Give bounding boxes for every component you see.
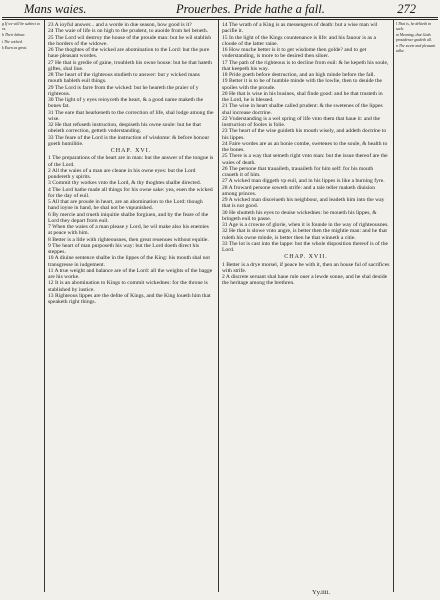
- column-rule: [393, 20, 394, 592]
- column-rule: [218, 20, 219, 592]
- column-rule: [44, 20, 45, 592]
- verse: 19 Better it is to be of humble minde with the lowlie, then to deuide the spoiles with the proude.: [222, 78, 383, 91]
- margin-note: m Meaning, that Gods prouidence guideth all.: [396, 33, 433, 42]
- verse: 28 A froward persone soweth strife: and a tale teller maketh diuision among princes.: [222, 184, 376, 197]
- verse: 17 The path of the righteous is to decline from euil: & he kepeth his soule, that keepeth his way.: [222, 59, 389, 72]
- left-margin-notes: [2, 22, 42, 582]
- verse: 10 A diuine sentence shalbe in the lippes of the King: his mouth shal not transgresse in iudgement.: [48, 255, 210, 268]
- verse: 9 The heart of man purposeth his way: but the Lord doeth direct his steppes.: [48, 242, 200, 255]
- verse: 1 The preparations of the heart are in man: but the answer of the tongue is of the Lord.: [48, 155, 214, 168]
- chapter-heading: CHAP. XVI.: [110, 148, 152, 154]
- margin-note: g If we will be subiect to vs.: [2, 22, 41, 31]
- verse: 23 The heart of the wise guideth his mouth wisely, and addeth doctrine to his lippes.: [222, 128, 387, 141]
- verse: 27 He that is gredie of gaine, troubleth his owne house: but he that hateth giftes, shal liue.: [48, 59, 212, 72]
- verse: 28 The heart of the righteous studieth to answer: but y wicked mans mouth bableth euil things.: [48, 72, 200, 85]
- verse: 4 The Lord hathe made all things for his owne sake: yea, euen the wicked for the day of euil.: [48, 186, 213, 199]
- running-head-left: Mans waies.: [24, 2, 87, 16]
- verse: 27 A wicked man diggeth vp euil, and in his lippes is like a burning fyre.: [222, 178, 385, 185]
- verse: 20 He that is wise in his busines, shal finde good: and he that trusteth in the Lord, he is blessed.: [222, 90, 383, 103]
- verse: 26 The persone that trauaileth, trauaileth for him self: for his mouth craueth it of him.: [222, 165, 374, 178]
- margin-note: l That is, he deliteth in such.: [396, 22, 432, 31]
- verse: 25 There is a way that semeth right vnto man: but the issue thereof are the waies of death.: [222, 153, 388, 166]
- verse: 21 The wise in heart shalbe called prudent: & the swetenes of the lippes shal increase doctrine.: [222, 103, 383, 116]
- header-rule-lower: [2, 19, 438, 20]
- verse: 30 He shutteth his eyes to deuise wickednes: he moueth his lippes, & bringeth euil to passe.: [222, 209, 377, 222]
- margin-note: h Their labour.: [2, 33, 26, 38]
- verse: 2 A discrete seruant shal haue rule ouer a lewde sonne, and he shal deuide the heritage among the brethren.: [222, 274, 388, 287]
- verse: 6 By mercie and trueth iniquitie shalbe forgiuen, and by the feare of the Lord they depart from euil.: [48, 211, 209, 224]
- verse: 13 Righteous lippes are the delite of Kings, and the King loueth him that speaketh right things.: [48, 292, 211, 305]
- verse: 7 When the waies of a man please y Lord, he wil make also his enemies at peace with him.: [48, 224, 209, 237]
- margin-note: n The swete and pleasant talke.: [396, 44, 436, 53]
- verse: 23 A ioyful answer... and a worde in due season, how good is it?: [48, 22, 192, 28]
- verse: 3 Commit thy workes vnto the Lord, & thy thoghtes shalbe directed.: [48, 180, 202, 187]
- verse: 30 The light of y eyes reioyceth the heart, & a good name maketh the bones fat.: [48, 97, 204, 110]
- verse: 31 The eare that hearkeneth to the correction of life, shal lodge among the wise.: [48, 109, 214, 122]
- signature-mark: Yy.iiii.: [312, 589, 330, 596]
- verse: 25 The Lord wil destroy the house of the proude man: but he wil stablish the borders of the widowe.: [48, 34, 212, 47]
- chapter-heading: CHAP. XVII.: [284, 254, 328, 261]
- verse: 8 Better is a litle with righteousnes, then great reuenues without equitie.: [48, 236, 209, 243]
- header-rule: [2, 17, 438, 18]
- verse: 32 He that refuseth instruction, despiseth his owne soule: but he that obeieth correction, getteth vnderstanding.: [48, 122, 201, 135]
- verse: 33 The feare of the Lord is the instruction of wisdome: & before honour goeth humilitie.: [48, 134, 210, 147]
- verse: 26 The thoghtes of the wicked are abomination to the Lord: but the pure haue pleasant wordes.: [48, 47, 210, 60]
- margin-note: i The wicked.: [2, 39, 23, 44]
- verse: 14 The wrath of a King is as messengers of death: but a wise man wil pacifie it.: [222, 22, 378, 35]
- verse: 15 In the light of the Kings countenance is life: and his fauour is as a cloude of the latter raine.: [222, 34, 376, 47]
- verse: 29 The Lord is farre from the wicked: but he heareth the praier of y righteous.: [48, 84, 199, 97]
- running-head-center: Prouerbes. Pride hathe a fall.: [176, 2, 325, 16]
- left-text-column: [48, 22, 214, 592]
- margin-note: k Euen as great.: [2, 46, 28, 51]
- verse: 24 The waie of life is on high to the prudent, to auoide from hel beneth.: [48, 28, 209, 35]
- right-text-column: [222, 22, 390, 587]
- verse: 11 A true weight and balance are of the Lord: all the weights of the bagge are his worke.: [48, 267, 213, 280]
- verse: 32 He that is slowe vnto angre, is better then the mightie man: and he that ruleth his owne minde, is better then he that winneth a citie.: [222, 228, 387, 241]
- running-head: [8, 2, 432, 18]
- verse: 1 Better is a drye morsel, if peace be with it, then an house ful of sacrifices with strife.: [222, 261, 390, 274]
- verse: 12 It is an abomination to Kings to commit wickednes: for the throne is stablished by iustice.: [48, 280, 208, 293]
- verse: 29 A wicked man disceiueth his neighbour, and leadeth him into the way that is not good.: [222, 197, 385, 210]
- verse: 16 How muche better is it to get wisdome then golde? and to get vnderstanding, is more to be desired then siluer.: [222, 47, 367, 60]
- verse: 31 Age is a crowne of glorie, when it is founde in the way of righteousnes.: [222, 222, 389, 228]
- page-number: 272: [397, 2, 416, 16]
- verse: 22 Vnderstanding is a wel spring of life vnto them that haue it: and the instruction of fooles is folie.: [222, 115, 381, 128]
- verse: 5 All that are proude in heart, are an abomination to the Lord: though hand ioyne in hand, he shal not be vnpunished.: [48, 199, 203, 212]
- verse: 18 Pride goeth before destruction, and an high minde before the fall.: [222, 72, 376, 78]
- verse: 2 All the waies of a man are cleane in his owne eyes: but the Lord pondereth y spirits.: [48, 167, 196, 180]
- verse: 24 Faire wordes are as an honie combe, swetenes to the soule, & health to the bones.: [222, 140, 388, 153]
- right-margin-notes: [396, 22, 436, 582]
- verse: 33 The lot is cast into the lappe: but the whole disposition thereof is of the Lord.: [222, 240, 388, 253]
